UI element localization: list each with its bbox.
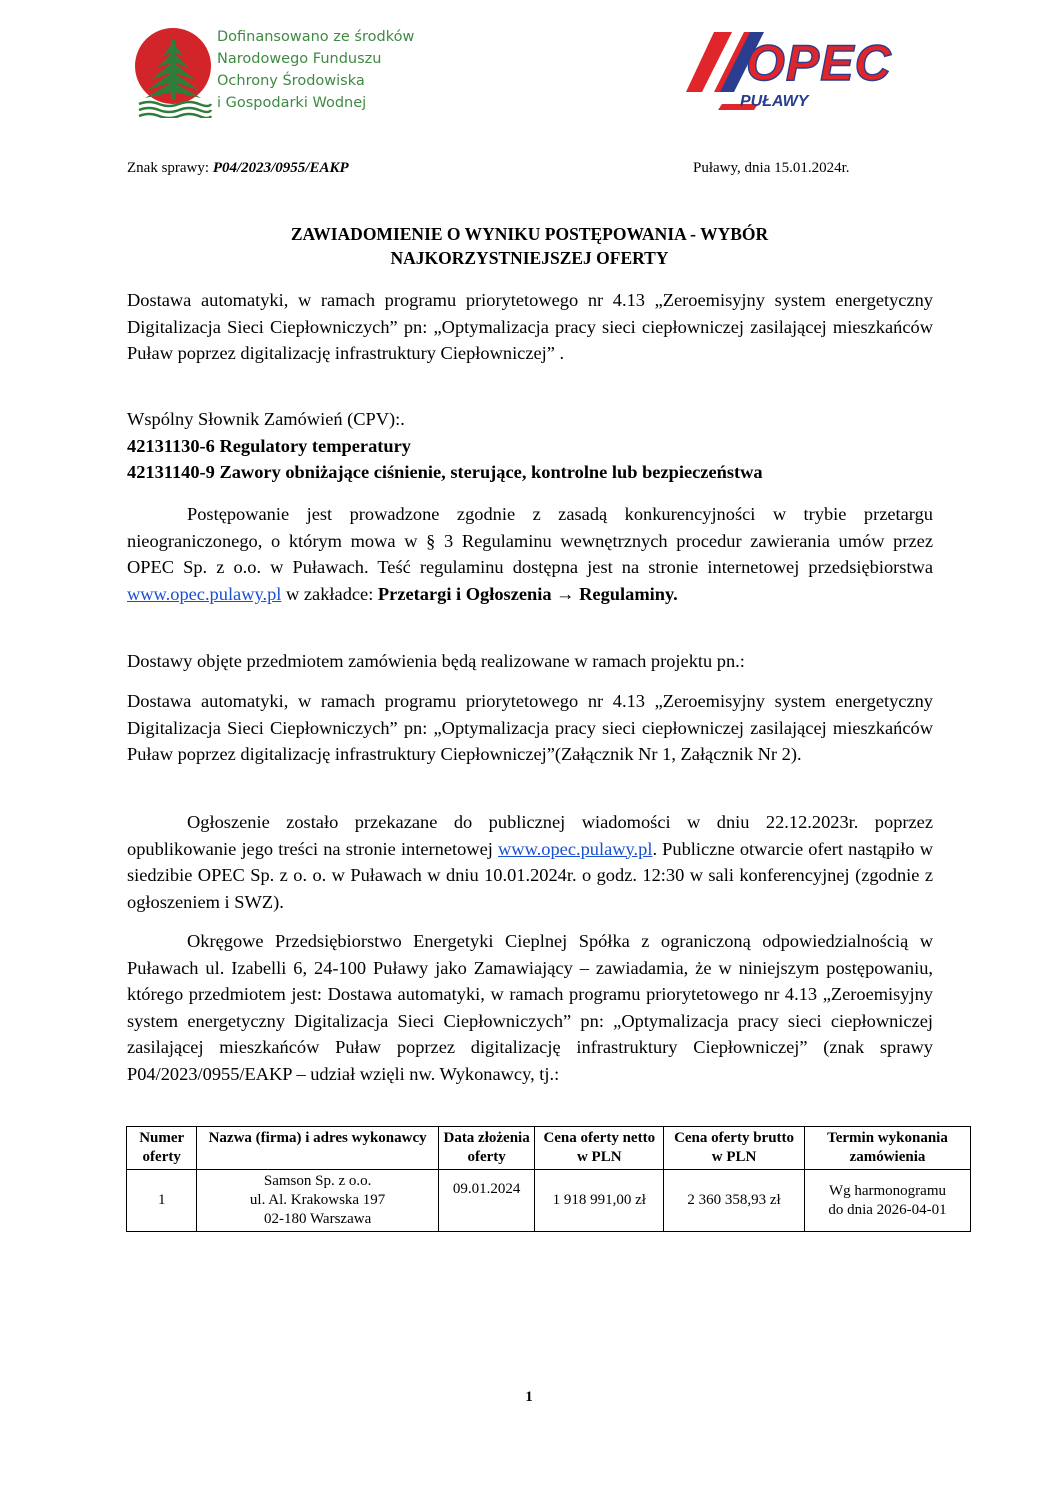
announcement-text: Ogłoszenie zostało przekazane do publicznej wiadomości w dniu 22.12.2023r. poprzez opublikowanie jego treści na stronie internetowej bbox=[127, 812, 933, 859]
title-line-1: ZAWIADOMIENIE O WYNIKU POSTĘPOWANIA - WYBÓR bbox=[290, 224, 769, 244]
cell-offer-number: 1 bbox=[127, 1170, 197, 1232]
nfosigw-tree-icon bbox=[133, 26, 213, 118]
cell-net-price: 1 918 991,00 zł bbox=[535, 1170, 664, 1232]
reference-line bbox=[127, 160, 932, 182]
cell-contractor bbox=[197, 1170, 438, 1232]
procedure-paragraph bbox=[127, 501, 933, 607]
cell-deadline bbox=[804, 1170, 970, 1232]
regulations-link[interactable]: www.opec.pulawy.pl bbox=[127, 583, 282, 604]
opec-brand-text: OPEC bbox=[746, 35, 892, 91]
document-title bbox=[127, 222, 932, 270]
nfosigw-line-3: Ochrony Środowiska bbox=[217, 73, 365, 89]
nfosigw-line-1: Dofinansowano ze środków bbox=[217, 29, 415, 45]
deadline-line-1: Wg harmonogramu bbox=[828, 1182, 947, 1199]
procedure-path: Przetargi i Ogłoszenia → Regulaminy. bbox=[377, 583, 678, 604]
table-row bbox=[127, 1170, 971, 1232]
intro-paragraph: Dostawa automatyki, w ramach programu priorytetowego nr 4.13 „Zeroemisyjny system energetyczny Digitalizacja Sieci Ciepłowniczych” pn: „Optymalizacja pracy sieci ciepłowniczej zasilającej mieszkańców Puław poprzez digitalizację infrastruktury Ciepłowniczej” . bbox=[127, 290, 933, 364]
page-number: 1 bbox=[525, 1389, 533, 1405]
offers-table bbox=[126, 1126, 971, 1232]
opec-city-text: PUŁAWY bbox=[740, 93, 809, 110]
case-reference bbox=[127, 160, 349, 177]
contractor-city: 02-180 Warszawa bbox=[264, 1211, 372, 1227]
table-header-row bbox=[127, 1127, 971, 1170]
cpv-code-1: 42131130-6 Regulatory temperatury bbox=[127, 435, 411, 456]
header-offer-number: Numer oferty bbox=[127, 1127, 197, 1170]
project-intro: Dostawy objęte przedmiotem zamówienia będą realizowane w ramach projektu pn.: bbox=[127, 651, 745, 671]
deadline-line-2: do dnia 2026-04-01 bbox=[828, 1201, 947, 1218]
cell-gross-price: 2 360 358,93 zł bbox=[664, 1170, 805, 1232]
contractor-street: ul. Al. Krakowska 197 bbox=[249, 1192, 386, 1208]
cpv-code-2: 42131140-9 Zawory obniżające ciśnienie, sterujące, kontrolne lub bezpieczeństwa bbox=[127, 462, 763, 483]
contractor-name: Samson Sp. z o.o. bbox=[263, 1173, 372, 1189]
header-contractor: Nazwa (firma) i adres wykonawcy bbox=[197, 1127, 438, 1170]
project-description: Dostawa automatyki, w ramach programu priorytetowego nr 4.13 „Zeroemisyjny system energetyczny Digitalizacja Sieci Ciepłowniczych” pn: „Optymalizacja pracy sieci ciepłowniczej zasilającej mieszkańców Puław poprzez digitalizację infrastruktury Ciepłowniczej”(Załącznik Nr 1, Załącznik Nr 2). bbox=[127, 691, 933, 765]
header-gross-price: Cena oferty brutto w PLN bbox=[664, 1127, 805, 1170]
cpv-label: Wspólny Słownik Zamówień (CPV):. bbox=[127, 409, 405, 429]
announcement-link[interactable]: www.opec.pulawy.pl bbox=[498, 838, 653, 859]
cell-submission-date: 09.01.2024 bbox=[438, 1170, 535, 1232]
announcement-text-after: . Publiczne otwarcie ofert nastąpiło w siedzibie OPEC Sp. z o. o. w Puławach w dniu 10.01.2024r. o godz. 12:30 w sali konferencyjnej (zgodnie z ogłoszeniem i SWZ). bbox=[127, 838, 933, 912]
header-submission-date: Data złożenia oferty bbox=[438, 1127, 535, 1170]
header-net-price: Cena oferty netto w PLN bbox=[535, 1127, 664, 1170]
procedure-text: Postępowanie jest prowadzone zgodnie z zasadą konkurencyjności w trybie przetargu nieograniczonego, o którym mowa w § 3 Regulaminu wewnętrznych procedur zawierania umów przez OPEC Sp. z o.o. w Puławach. Teść regulaminu dostępna jest na stronie internetowej przedsiębiorstwa bbox=[127, 504, 933, 578]
place-date: Puławy, dnia 15.01.2024r. bbox=[693, 160, 850, 176]
notification-paragraph: Okręgowe Przedsiębiorstwo Energetyki Cieplnej Spółka z ograniczoną odpowiedzialnością w Puławach ul. Izabelli 6, 24-100 Puławy jako Zamawiający – zawiadamia, że w niniejszym postępowaniu, którego przedmiotem jest: Dostawa automatyki, w ramach programu priorytetowego nr 4.13 „Zeroemisyjny system energetyczny Digitalizacja Sieci Ciepłowniczych” pn: „Optymalizacja pracy sieci ciepłowniczej zasilającej mieszkańców Puław poprzez digitalizację infrastruktury Ciepłowniczej” (znak sprawy P04/2023/0955/EAKP – udział wzięli nw. Wykonawcy, tj.: bbox=[127, 931, 933, 1084]
announcement-paragraph bbox=[127, 809, 933, 915]
case-number: P04/2023/0955/EAKP bbox=[212, 160, 349, 176]
nfosigw-logo bbox=[133, 24, 428, 122]
case-label: Znak sprawy: bbox=[127, 160, 213, 176]
header-deadline: Termin wykonania zamówienia bbox=[804, 1127, 970, 1170]
nfosigw-line-4: i Gospodarki Wodnej bbox=[217, 95, 367, 111]
nfosigw-logo-text bbox=[217, 26, 414, 114]
cpv-section bbox=[127, 406, 933, 486]
procedure-text-after: w zakładce: bbox=[281, 583, 378, 604]
title-line-2: NAJKORZYSTNIEJSZEJ OFERTY bbox=[390, 248, 669, 268]
nfosigw-line-2: Narodowego Funduszu bbox=[217, 51, 382, 67]
opec-pulawy-logo bbox=[682, 22, 918, 114]
